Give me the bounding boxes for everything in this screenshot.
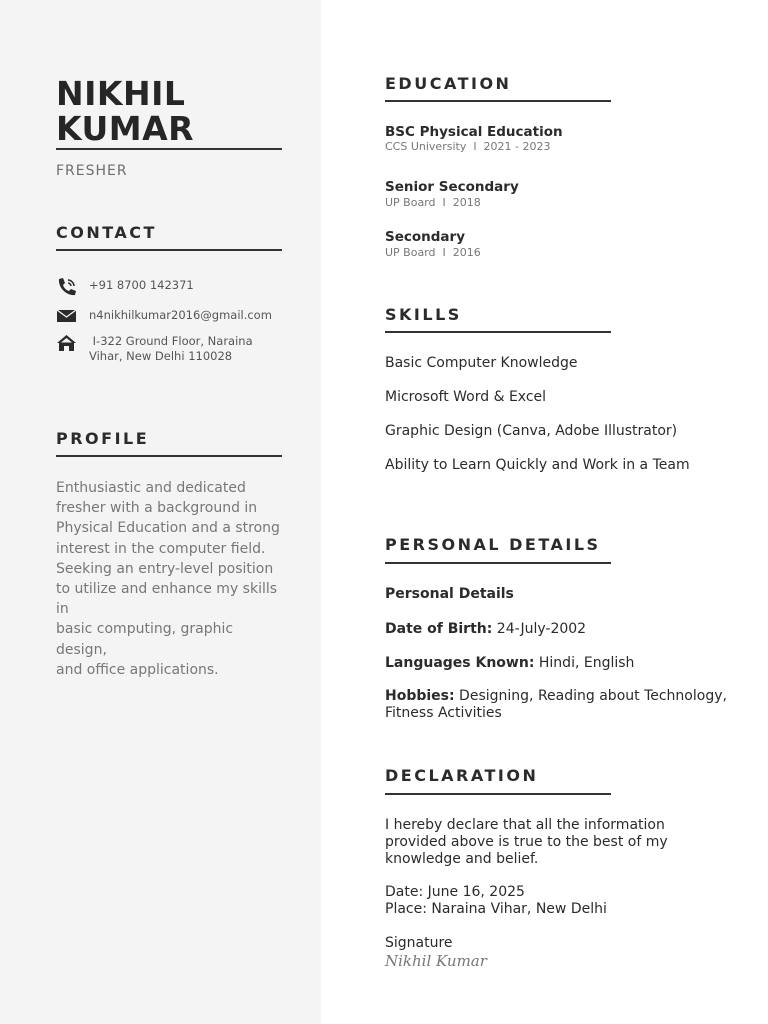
declaration-text: I hereby declare that all the information provided above is true to the best of my knowledge and belief.: [385, 817, 668, 867]
education-divider: [385, 100, 611, 102]
skill-item: Microsoft Word & Excel: [385, 389, 547, 405]
profile-line: to utilize and enhance my skills in: [56, 581, 278, 618]
phone-icon: [56, 277, 77, 295]
skill-item: Graphic Design (Canva, Adobe Illustrator): [385, 423, 678, 439]
education-degree: BSC Physical Education: [385, 124, 563, 140]
contact-heading: CONTACT: [56, 223, 157, 242]
date-of-birth: [385, 621, 730, 638]
dob-value: 24-July-2002: [492, 621, 587, 637]
candidate-name: [56, 76, 194, 146]
profile-summary: [56, 478, 288, 680]
name-last: KUMAR: [56, 109, 195, 148]
languages-known: [385, 655, 730, 672]
phone-number[interactable]: +91 8700 142371: [89, 278, 194, 292]
education-detail: CCS University I 2021 - 2023: [385, 140, 551, 153]
profile-line: Physical Education and a strong: [56, 520, 280, 537]
name-divider: [56, 148, 282, 150]
address: [89, 334, 253, 364]
contact-address-row: [56, 334, 253, 364]
address-line-2: Vihar, New Delhi 110028: [89, 349, 233, 363]
profile-line: basic computing, graphic design,: [56, 621, 234, 658]
profile-heading: PROFILE: [56, 429, 150, 448]
skills-divider: [385, 331, 611, 333]
email-link[interactable]: n4nikhilkumar2016@gmail.com: [89, 308, 272, 322]
profile-divider: [56, 455, 282, 457]
contact-divider: [56, 249, 282, 251]
name-first: NIKHIL: [56, 74, 186, 113]
signature-label: Signature: [385, 935, 453, 951]
education-heading: EDUCATION: [385, 74, 512, 93]
personal-details-divider: [385, 562, 611, 564]
education-detail: UP Board I 2018: [385, 196, 481, 209]
hobbies-label: Hobbies:: [385, 688, 455, 704]
profile-line: Enthusiastic and dedicated: [56, 480, 246, 496]
role-label: FRESHER: [56, 163, 128, 179]
declaration-heading: DECLARATION: [385, 766, 539, 785]
signature-name: Nikhil Kumar: [385, 952, 487, 970]
profile-line: Seeking an entry-level position: [56, 560, 274, 577]
declaration-divider: [385, 793, 611, 795]
contact-email-row: [56, 308, 272, 326]
education-detail: UP Board I 2016: [385, 246, 481, 259]
profile-line: interest in the computer field.: [56, 540, 266, 557]
skill-item: Ability to Learn Quickly and Work in a Team: [385, 457, 690, 473]
hobbies-value: Designing, Reading about Technology, Fitness Activities: [385, 688, 727, 721]
declaration-date: Date: June 16, 2025: [385, 884, 525, 900]
home-icon: [56, 334, 77, 352]
languages-value: Hindi, English: [534, 655, 635, 671]
education-degree: Senior Secondary: [385, 179, 519, 195]
contact-phone-row: [56, 277, 194, 295]
profile-line: and office applications.: [56, 661, 219, 678]
hobbies: [385, 688, 730, 722]
skills-heading: SKILLS: [385, 305, 462, 324]
personal-details-subheading: Personal Details: [385, 586, 514, 602]
envelope-icon: [56, 308, 77, 326]
profile-line: fresher with a background in: [56, 500, 258, 517]
languages-label: Languages Known:: [385, 655, 535, 671]
dob-label: Date of Birth:: [385, 621, 493, 637]
address-line-1: I-322 Ground Floor, Naraina: [89, 334, 253, 348]
skill-item: Basic Computer Knowledge: [385, 355, 578, 371]
personal-details-heading: PERSONAL DETAILS: [385, 535, 601, 554]
education-degree: Secondary: [385, 229, 465, 245]
declaration-place: Place: Naraina Vihar, New Delhi: [385, 901, 607, 917]
main-content: [321, 0, 768, 1024]
